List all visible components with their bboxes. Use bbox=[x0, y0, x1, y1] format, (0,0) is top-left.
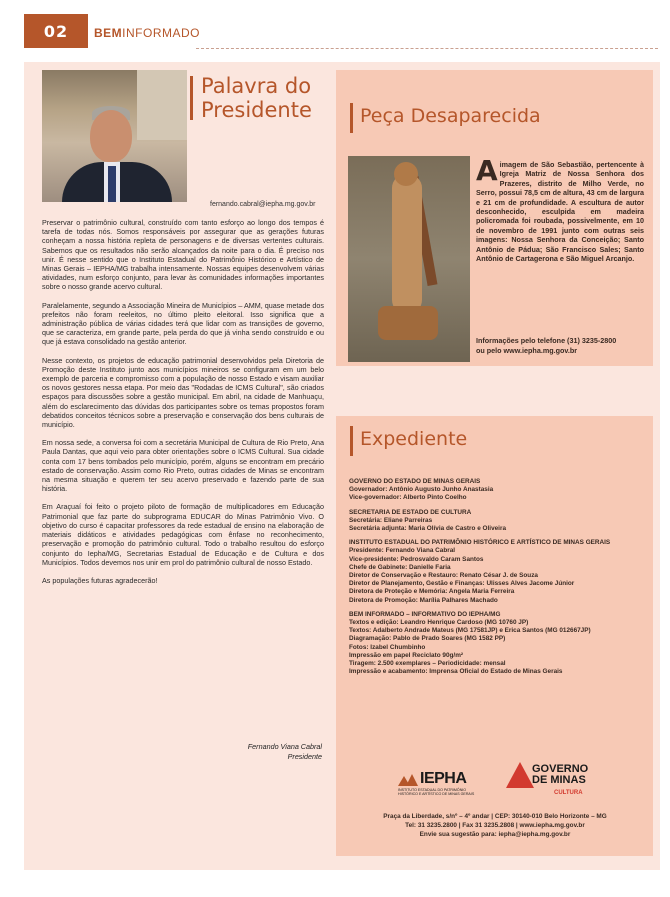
group-line: Impressão e acabamento: Imprensa Oficial do Estado de Minas Gerais bbox=[349, 668, 563, 676]
footer-logos bbox=[398, 762, 589, 802]
group-line: Tiragem: 2.500 exemplares – Periodicidade: mensal bbox=[349, 660, 506, 668]
article-paragraph: Em nossa sede, a conversa foi com a secretária Municipal de Cultura de Rio Preto, Ana Paula Dantas, que aqui veio para obter orientações sobre o ICMS Cultural. Sua cidade conta com 17 bens tombados pelo município, porém, alguns se encontram em precário estado de conservação. Assim como Rio Preto, outras cidades de Minas se encontram na mesma situação e querem ter seu acervo preservado e fazendo parte de sua história. bbox=[42, 438, 324, 494]
contact-website[interactable]: ou pelo www.iepha.mg.gov.br bbox=[476, 346, 578, 355]
president-article bbox=[42, 218, 324, 594]
expediente-group bbox=[349, 478, 647, 503]
group-line: Vice-presidente: Pedrosvaldo Caram Santos bbox=[349, 555, 484, 563]
page-number: 02 bbox=[24, 14, 88, 48]
signature-role: Presidente bbox=[287, 752, 322, 761]
missing-piece-title: Peça Desaparecida bbox=[360, 105, 541, 127]
brand-rest: INFORMADO bbox=[122, 26, 201, 40]
gov-line2: DE MINAS bbox=[532, 774, 586, 786]
governo-minas-logo bbox=[506, 762, 589, 798]
missing-piece-text bbox=[476, 154, 644, 264]
newsletter-brand bbox=[94, 26, 200, 40]
group-line: Textos: Adalberto Andrade Mateus (MG 17581JP) e Erica Santos (MG 012667JP) bbox=[349, 627, 591, 635]
expediente-title: Expediente bbox=[360, 428, 468, 450]
expediente-group bbox=[349, 539, 647, 605]
group-heading: INSTITUTO ESTADUAL DO PATRIMÔNIO HISTÓRICO E ARTÍSTICO DE MINAS GERAIS bbox=[349, 539, 611, 547]
article-paragraph: Preservar o patrimônio cultural, construído com tanto esforço ao longo dos tempos é tarefa de todas nós. Somos responsáveis por assegurar que as gerações futuras conheçam a nossa história repleta de personagens e de diversas vertentes culturais. Sabemos que os resultados não serão alcançados da noite para o dia. É preciso nos unir. É nesse sentido que o Instituto Estadual do Patrimônio Histórico e Artístico de Minas Gerais – IEPHA/MG trabalha intensamente. Nossas equipes desenvolvem várias atividades, num esforço conjunto, para levar às comunidades informações importantes sobre o nosso grande acervo cultural. bbox=[42, 218, 324, 292]
article-paragraph: Nesse contexto, os projetos de educação patrimonial desenvolvidos pela Diretoria de Promoção deste Instituto junto aos municípios mineiros se configuram em um belo exemplo de parceria e compromisso com a população de nosso Estado e visam auxiliar os novos gestores nessa etapa. Por meio das "Rodadas de ICMS Cultural", são criados espaços para discussões sobre a gestão municipal. Em abril, na cidade de Manhuaçu, além do esclarecimento das dúvidas dos participantes sobre os temas propostos foram debatidos conceitos técnicos sobre a preservação e conservação dos bens culturais de município. bbox=[42, 355, 324, 430]
group-line: Secretária: Eliane Parreiras bbox=[349, 516, 433, 524]
missing-piece-contact bbox=[476, 336, 646, 356]
footer-line2: Tel: 31 3235.2800 | Fax 31 3235.2808 | www.iepha.mg.gov.br bbox=[405, 822, 585, 829]
expediente-title-bar bbox=[350, 426, 353, 456]
saint-sebastian-photo bbox=[348, 156, 470, 362]
photo-caption-email[interactable]: fernando.cabral@iepha.mg.gov.br bbox=[210, 201, 316, 208]
article-paragraph: Em Araçuaí foi feito o projeto piloto de formação de multiplicadores em Educação Patrimonial que faz parte do subprograma EDUCAR do Minas Patrimônio Vivo. O objetivo do curso é capacitar professores da rede estadual de ensino na elaboração de materiais didáticos e atividades pedagógicas com ênfase no reconhecimento, preservação e promoção do patrimônio cultural. Todo o trabalho resultou do esforço conjunto do Iepha/MG, Secretarias Estadual de Educação e de Cultura e dos Municípios. Todos devemos nos unir em prol do patrimônio cultural de nosso Estado. bbox=[42, 502, 324, 567]
article-paragraph: As populações futuras agradecerão! bbox=[42, 575, 158, 585]
footer-address bbox=[350, 812, 640, 839]
gov-line1: GOVERNO bbox=[532, 763, 589, 775]
gov-sub: CULTURA bbox=[554, 790, 583, 796]
president-title bbox=[201, 74, 312, 122]
missing-piece-title-bar bbox=[350, 103, 353, 133]
header-divider bbox=[196, 48, 658, 49]
group-line: Diretor de Conservação e Restauro: Renato César J. de Souza bbox=[349, 572, 538, 580]
group-line: Diagramação: Pablo de Prado Soares (MG 1582 PP) bbox=[349, 635, 506, 643]
iepha-logo bbox=[398, 768, 480, 796]
group-heading: GOVERNO DO ESTADO DE MINAS GERAIS bbox=[349, 478, 481, 485]
group-line: Diretor de Planejamento, Gestão e Finanças: Ulisses Alves Jacome Júnior bbox=[349, 580, 575, 588]
missing-piece-body: imagem de São Sebastião, pertencente à Igreja Matriz de Nossa Senhora dos Prazeres, distrito de Milho Verde, no Serro, possui 78,5 cm de altura, 43 cm de largura e 21 cm de profundidade. A escultura de autor desconhecido, esculpida em madeira policromada foi roubada, possivelmente, em 10 de novembro de 1991 junto com outras seis imagens: Nossa Senhora da Conceição; Santo Antônio de Pádua; São Francisco Sales; Santo Antônio de Cartagerona e São Miguel Arcanjo. bbox=[476, 160, 644, 264]
dropcap: A bbox=[476, 154, 498, 187]
group-line: Textos e edição: Leandro Henrique Cardoso (MG 10760 JP) bbox=[349, 619, 529, 627]
group-heading: BEM INFORMADO – INFORMATIVO DO IEPHA/MG bbox=[349, 610, 501, 618]
president-title-line2: Presidente bbox=[201, 98, 312, 122]
group-heading: SECRETARIA DE ESTADO DE CULTURA bbox=[349, 508, 472, 516]
iepha-logo-sub: INSTITUTO ESTADUAL DO PATRIMÔNIO HISTÓRICO E ARTÍSTICO DE MINAS GERAIS bbox=[398, 788, 475, 796]
president-title-line1: Palavra do bbox=[201, 74, 312, 98]
group-line: Diretora de Promoção: Marília Palhares Machado bbox=[349, 596, 498, 604]
group-line: Presidente: Fernando Viana Cabral bbox=[349, 547, 456, 555]
group-line: Diretora de Proteção e Memória: Angela Maria Ferreira bbox=[349, 588, 515, 596]
group-line: Governador: Antônio Augusto Junho Anastasia bbox=[349, 486, 494, 494]
group-line: Fotos: Izabel Chumbinho bbox=[349, 643, 426, 651]
expediente-list bbox=[349, 478, 647, 682]
group-line: Secretária adjunta: Maria Olívia de Castro e Oliveira bbox=[349, 525, 506, 533]
signature-name: Fernando Viana Cabral bbox=[247, 742, 322, 751]
group-line: Vice-governador: Alberto Pinto Coelho bbox=[349, 494, 467, 502]
group-line: Chefe de Gabinete: Danielle Faria bbox=[349, 563, 451, 571]
footer-line3: Envie sua sugestão para: iepha@iepha.mg.gov.br bbox=[419, 831, 571, 838]
brand-bold: BEM bbox=[94, 26, 123, 40]
iepha-logo-name: IEPHA bbox=[420, 770, 467, 787]
president-photo bbox=[42, 70, 187, 202]
signature bbox=[230, 742, 322, 762]
expediente-group bbox=[349, 509, 647, 534]
president-title-bar bbox=[190, 76, 193, 120]
article-paragraph: Paralelamente, segundo a Associação Mineira de Municípios – AMM, quase metade dos prefeitos não foram reeleitos, no último pleito eleitoral. Isso significa que a administração pública de várias cidades terá que lidar com as transições de governo, que se caracteriza, em grande parte, pela perda do que já vinha sendo construído e ou que já estava consolidado na gestão anterior. bbox=[42, 300, 324, 347]
group-line: Impressão em papel Reciclato 90g/m² bbox=[349, 651, 464, 659]
contact-phone: Informações pelo telefone (31) 3235-2800 bbox=[476, 336, 617, 345]
expediente-group bbox=[349, 611, 647, 677]
footer-line1: Praça da Liberdade, s/nº – 4º andar | CEP: 30140-010 Belo Horizonte – MG bbox=[383, 813, 607, 820]
